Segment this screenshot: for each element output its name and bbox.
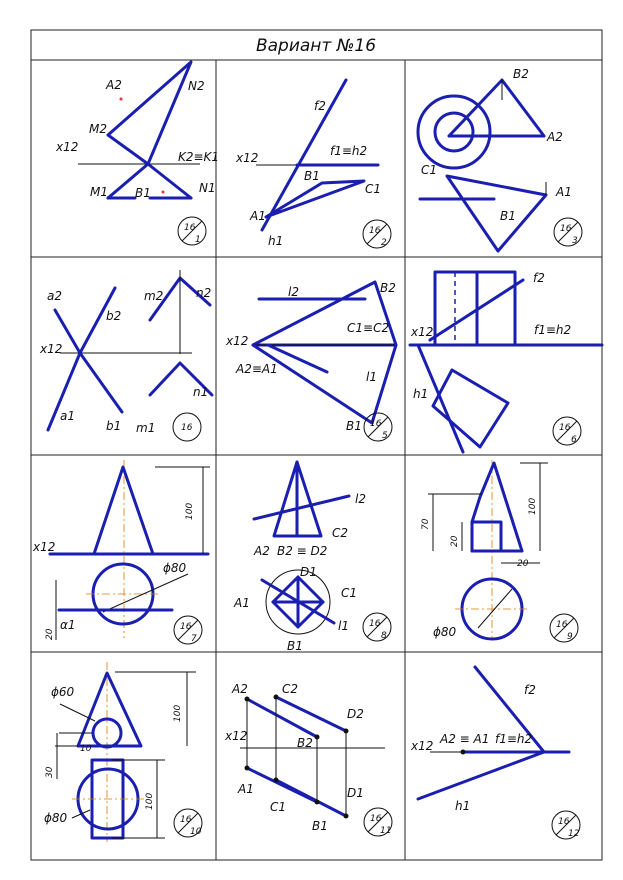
badge-text: 16 [558, 817, 570, 827]
variant-badge-4 [173, 413, 201, 441]
variant-badge-1 [178, 217, 206, 245]
label-a2: A2 [106, 78, 122, 92]
label-x12: x12 [33, 540, 56, 554]
label-b2d2: B2 ≡ D2 [277, 544, 328, 558]
label-alpha1: α1 [60, 618, 76, 632]
label-f2: f2 [533, 271, 545, 285]
label-h1: h1 [268, 234, 284, 248]
label-c1: C1 [341, 586, 358, 600]
badge-text: 5 [382, 431, 388, 441]
badge-text: 11 [380, 826, 392, 836]
label-f2: f2 [314, 99, 326, 113]
label-f2: f2 [524, 683, 536, 697]
variant-badge-7 [174, 616, 202, 644]
label-a2a1: A2 ≡ A1 [440, 732, 490, 746]
badge-text: 10 [190, 827, 202, 837]
label-x12: x12 [40, 342, 63, 356]
label-m1: m1 [136, 421, 156, 435]
label-a1: A1 [250, 209, 266, 223]
dim-phi60: ϕ60 [51, 685, 75, 699]
problem-2 [235, 80, 391, 248]
label-a2a1: A2≡A1 [236, 362, 278, 376]
label-x12: x12 [411, 325, 434, 339]
badge-text: 16 [369, 619, 381, 629]
dim-phi80: ϕ80 [44, 811, 68, 825]
label-a2: A2 [547, 130, 563, 144]
dim-10: 10 [80, 744, 92, 754]
problem-1 [55, 62, 219, 245]
badge-text: 12 [568, 829, 580, 839]
label-a2: A2 [254, 544, 270, 558]
badge-text: 16 [556, 620, 568, 630]
label-b2: B2 [380, 281, 396, 295]
problem-7 [32, 460, 210, 644]
variant-badge-5 [364, 413, 392, 441]
label-b2: B2 [513, 67, 529, 81]
dim-20: 20 [45, 628, 55, 640]
label-x12: x12 [226, 334, 249, 348]
badge-text: 16 [370, 419, 382, 429]
label-x12: x12 [411, 739, 434, 753]
badge-text: 8 [381, 631, 387, 641]
label-d1: D1 [300, 565, 317, 579]
variant-badge-6 [553, 417, 581, 445]
badge-text: 2 [381, 238, 387, 248]
badge-text: 16 [370, 814, 382, 824]
label-b1: B1 [346, 419, 362, 433]
badge-text: 16 [180, 815, 192, 825]
label-c1: C1 [270, 800, 287, 814]
badge-text: 3 [572, 236, 578, 246]
label-m2: m2 [144, 289, 164, 303]
dim-100: 100 [185, 502, 195, 520]
dim-20-vertical: 20 [450, 535, 460, 547]
badge-text: 16 [180, 622, 192, 632]
label-d2: D2 [347, 707, 364, 721]
label-l2: l2 [355, 492, 366, 506]
label-h1: h1 [455, 799, 471, 813]
label-b1: B1 [304, 169, 320, 183]
label-x12: x12 [56, 140, 79, 154]
label-f1h2: f1≡h2 [330, 144, 368, 158]
label-l2: l2 [288, 285, 299, 299]
label-l1: l1 [338, 619, 349, 633]
dim-70: 70 [421, 518, 431, 530]
dim-phi80: ϕ80 [163, 561, 187, 575]
label-h1: h1 [413, 387, 429, 401]
label-c1: C1 [421, 163, 438, 177]
label-a2: A2 [232, 682, 248, 696]
label-n2: n2 [196, 286, 212, 300]
label-b1: B1 [500, 209, 516, 223]
label-a2: a2 [47, 289, 62, 303]
variant-badge-10 [174, 809, 202, 837]
badge-text: 7 [191, 634, 197, 644]
problem-6 [410, 271, 602, 452]
label-m2: M2 [89, 122, 107, 136]
label-f1h2: f1≡h2 [534, 323, 572, 337]
label-x12: x12 [225, 729, 248, 743]
label-b1: B1 [312, 819, 328, 833]
dim-100-top: 100 [173, 704, 183, 722]
badge-text: 1 [195, 235, 201, 245]
badge-text: 9 [567, 632, 573, 642]
label-a1: A1 [238, 782, 254, 796]
variant-badge-8 [363, 613, 391, 641]
variant-badge-12 [552, 811, 580, 839]
problem-11 [224, 682, 392, 836]
badge-text: 16 [181, 423, 193, 433]
label-b1: B1 [287, 639, 303, 653]
dim-30: 30 [45, 766, 55, 778]
label-c2: C2 [282, 682, 299, 696]
label-k2k1: K2≡K1 [178, 150, 220, 164]
badge-text: 16 [560, 224, 572, 234]
problem-12 [410, 667, 580, 839]
dim-100-bottom: 100 [145, 792, 155, 810]
label-f1h2: f1≡h2 [495, 732, 533, 746]
label-b1: B1 [135, 186, 151, 200]
dim-20-horizontal: 20 [517, 559, 529, 569]
label-a1: A1 [556, 185, 572, 199]
badge-text: 6 [571, 435, 577, 445]
label-l1: l1 [366, 370, 377, 384]
label-n1: N1 [199, 181, 216, 195]
badge-text: 16 [369, 226, 381, 236]
problem-10 [44, 662, 202, 842]
label-x12: x12 [236, 151, 259, 165]
label-a1: A1 [234, 596, 250, 610]
variant-badge-3 [554, 218, 582, 246]
variant-badge-2 [363, 220, 391, 248]
badge-text: 16 [559, 423, 571, 433]
sheet-title: Вариант №16 [255, 36, 377, 56]
problem-4 [39, 270, 212, 441]
label-d1: D1 [347, 786, 364, 800]
problem-8 [233, 462, 391, 653]
variant-badge-9 [550, 614, 578, 642]
label-c2: C2 [332, 526, 349, 540]
label-m1: M1 [90, 185, 108, 199]
problem-9 [421, 460, 578, 642]
variant-badge-11 [364, 808, 392, 836]
label-n1: n1 [193, 385, 209, 399]
dim-100: 100 [528, 497, 538, 515]
dim-phi80: ϕ80 [433, 625, 457, 639]
problem-3 [418, 67, 582, 251]
label-c1: C1 [365, 182, 382, 196]
label-b2: b2 [106, 309, 122, 323]
label-n2: N2 [188, 79, 205, 93]
label-a1: a1 [60, 409, 75, 423]
label-c1c2: C1≡C2 [347, 321, 390, 335]
label-b1: b1 [106, 419, 122, 433]
problem-5 [225, 281, 396, 441]
label-b2: B2 [297, 736, 313, 750]
badge-text: 16 [184, 223, 196, 233]
